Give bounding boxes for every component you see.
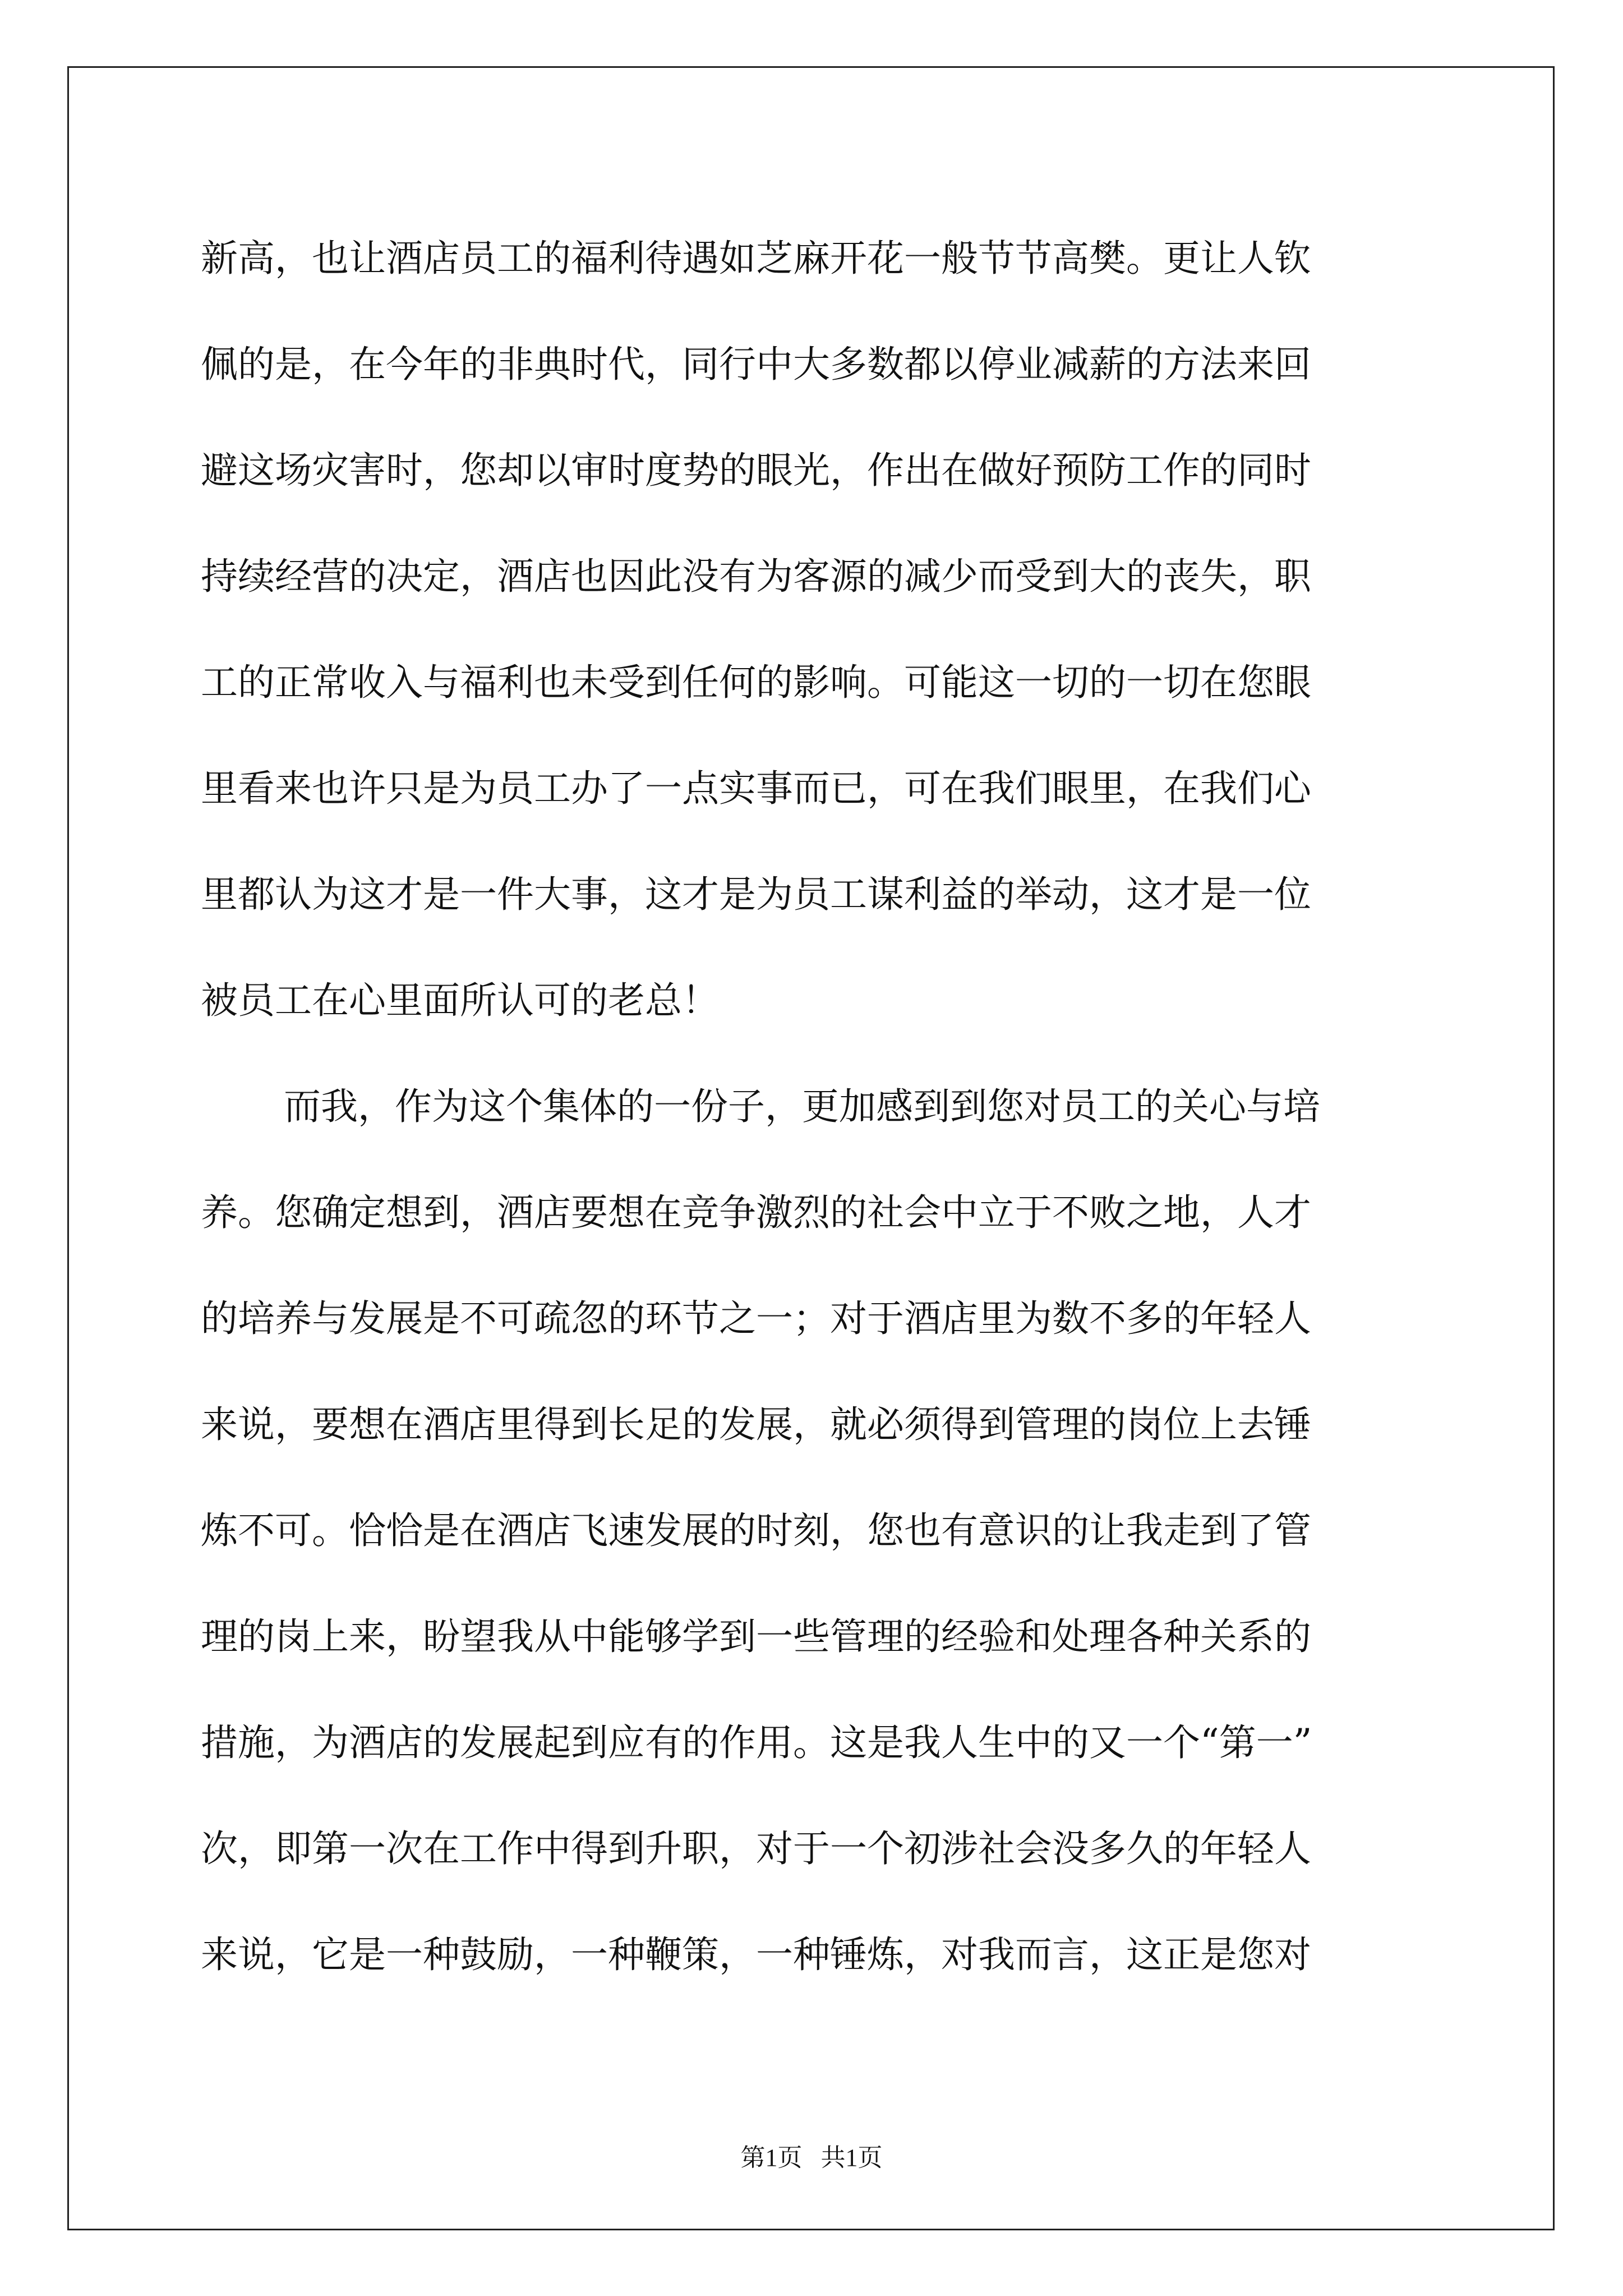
text-line: 来说，它是一种鼓励，一种鞭策，一种锤炼，对我而言，这正是您对 xyxy=(201,1933,1311,1976)
text-line: 里都认为这才是一件大事，这才是为员工谋利益的举动，这才是一位 xyxy=(201,873,1311,916)
page-number-footer: 第1页 共1页 xyxy=(740,2144,883,2171)
text-line: 里看来也许只是为员工办了一点实事而已，可在我们眼里，在我们心 xyxy=(201,767,1311,810)
text-line: 养。您确定想到，酒店要想在竞争激烈的社会中立于不败之地，人才 xyxy=(201,1191,1311,1234)
text-line: 避这场灾害时，您却以审时度势的眼光，作出在做好预防工作的同时 xyxy=(201,449,1311,492)
text-line: 新高，也让酒店员工的福利待遇如芝麻开花一般节节高樊。更让人钦 xyxy=(201,237,1311,280)
text-line: 佩的是，在今年的非典时代，同行中大多数都以停业减薪的方法来回 xyxy=(201,343,1311,386)
text-line: 理的岗上来，盼望我从中能够学到一些管理的经验和处理各种关系的 xyxy=(201,1615,1311,1658)
text-line: 工的正常收入与福利也未受到任何的影响。可能这一切的一切在您眼 xyxy=(201,661,1311,704)
text-line: 的培养与发展是不可疏忽的环节之一；对于酒店里为数不多的年轻人 xyxy=(201,1297,1311,1340)
text-line: 炼不可。恰恰是在酒店飞速发展的时刻，您也有意识的让我走到了管 xyxy=(201,1509,1311,1552)
text-line: 持续经营的决定，酒店也因此没有为客源的减少而受到大的丧失，职 xyxy=(201,555,1311,598)
text-line: 措施，为酒店的发展起到应有的作用。这是我人生中的又一个“第一” xyxy=(201,1721,1312,1764)
text-line: 次，即第一次在工作中得到升职，对于一个初涉社会没多久的年轻人 xyxy=(201,1827,1311,1870)
text-line: 来说，要想在酒店里得到长足的发展，就必须得到管理的岗位上去锤 xyxy=(201,1403,1311,1446)
document-body xyxy=(201,202,1435,2004)
paragraph-end-line: 被员工在心里面所认可的老总！ xyxy=(201,979,719,1022)
paragraph-first-line: 而我，作为这个集体的一份子，更加感到到您对员工的关心与培 xyxy=(284,1085,1320,1128)
